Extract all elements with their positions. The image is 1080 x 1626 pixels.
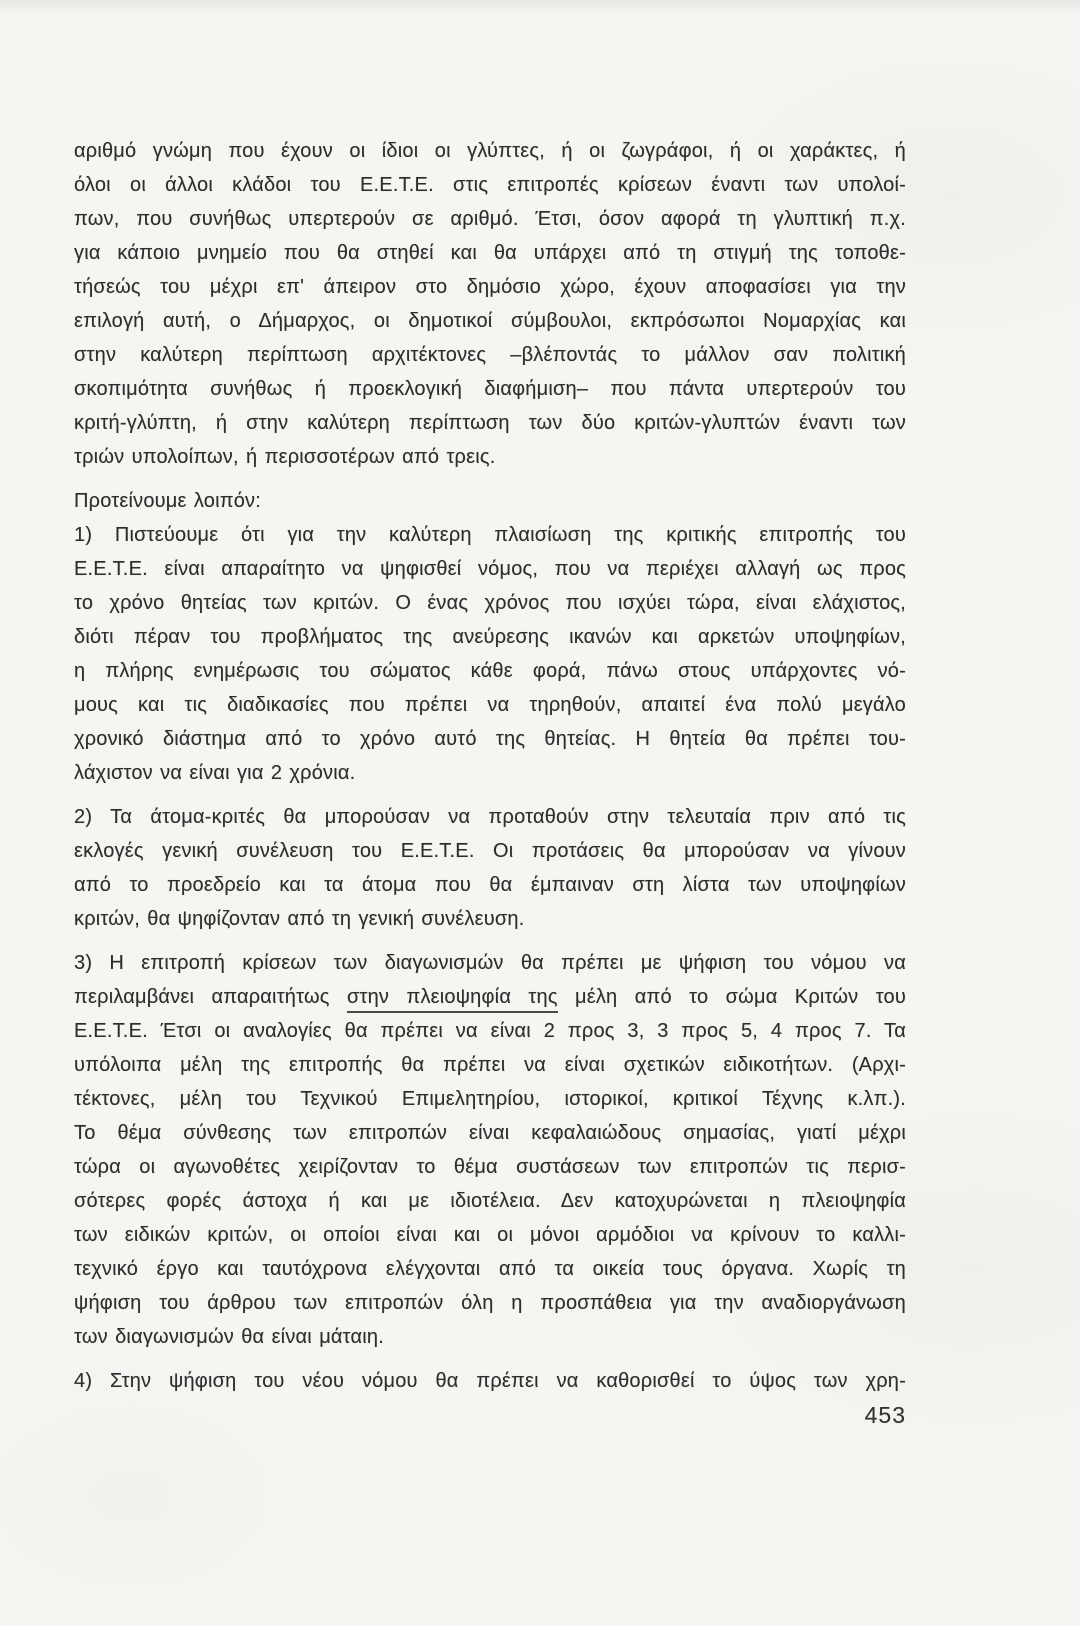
text-line: Το θέμα σύνθεσης των επιτροπών είναι κεφαλαιώδους σημασίας, γιατί μέχρι xyxy=(74,1122,906,1144)
text-line: 1) Πιστεύουμε ότι για την καλύτερη πλαισίωση της κριτικής επιτροπής του xyxy=(74,524,906,546)
text-line: στην καλύτερη περίπτωση αρχιτέκτονες –βλέποντάς το μάλλον σαν πολιτική xyxy=(74,344,906,366)
text-line: διότι πέραν του προβλήματος της ανεύρεσης ικανών και αρκετών υποψηφίων, xyxy=(74,626,906,648)
text-segment: μέλη από το σώμα Κριτών του xyxy=(557,986,906,1008)
text-line: από το προεδρείο και τα άτομα που θα έμπαιναν στη λίστα των υποψηφίων xyxy=(74,874,906,896)
text-line: η πλήρης ενημέρωσις του σώματος κάθε φορά, πάνω στους υπάρχοντες νό- xyxy=(74,660,906,682)
text-line: 4) Στην ψήφιση του νέου νόμου θα πρέπει να καθορισθεί το ύψος των χρη- xyxy=(74,1370,906,1392)
text-line: ψήφιση του άρθρου των επιτροπών όλη η προσπάθεια για την αναδιοργάνωση xyxy=(74,1292,906,1314)
text-line: 2) Τα άτομα-κριτές θα μπορούσαν να προταθούν στην τελευταία πριν από τις xyxy=(74,806,906,828)
underlined-text: στην πλειοψηφία της xyxy=(347,986,558,1013)
text-block xyxy=(74,134,906,1398)
text-line: επιλογή αυτή, ο Δήμαρχος, οι δημοτικοί σύμβουλοι, εκπρόσωποι Νομαρχίας και xyxy=(74,310,906,332)
text-line: πων, που συνήθως υπερτερούν σε αριθμό. Έτσι, όσον αφορά τη γλυπτική π.χ. xyxy=(74,208,906,230)
text-line: εκλογές γενική συνέλευση του Ε.Ε.Τ.Ε. Οι προτάσεις θα μπορούσαν να γίνουν xyxy=(74,840,906,862)
paragraph xyxy=(74,1364,906,1398)
text-segment: περιλαμβάνει απαραιτήτως xyxy=(74,986,347,1008)
text-line: χρονικό διάστημα από το χρόνο αυτό της θητείας. Η θητεία θα πρέπει του- xyxy=(74,728,906,750)
paragraph xyxy=(74,484,906,518)
paragraph xyxy=(74,946,906,1354)
paragraph xyxy=(74,134,906,474)
text-line: σότερες φορές άστοχα ή και με ιδιοτέλεια. Δεν κατοχυρώνεται η πλειοψηφία xyxy=(74,1190,906,1212)
text-line: όλοι οι άλλοι κλάδοι του Ε.Ε.Τ.Ε. στις επιτροπές κρίσεων έναντι των υπολοί- xyxy=(74,174,906,196)
text-line: τριών υπολοίπων, ή περισσοτέρων από τρεις. xyxy=(74,446,496,468)
text-line: σκοπιμότητα συνήθως ή προεκλογική διαφήμιση– που πάντα υπερτερούν του xyxy=(74,378,906,400)
paragraph xyxy=(74,518,906,790)
text-line: μους και τις διαδικασίες που πρέπει να τηρηθούν, απαιτεί ένα πολύ μεγάλο xyxy=(74,694,906,716)
text-line: υπόλοιπα μέλη της επιτροπής θα πρέπει να είναι σχετικών ειδικοτήτων. (Αρχι- xyxy=(74,1054,906,1076)
text-line: τέκτονες, μέλη του Τεχνικού Επιμελητηρίου, ιστορικοί, κριτικοί Τέχνης κ.λπ.). xyxy=(74,1088,906,1110)
text-line: λάχιστον να είναι για 2 χρόνια. xyxy=(74,762,356,784)
text-line: των διαγωνισμών θα είναι μάταιη. xyxy=(74,1326,384,1348)
text-line: Προτείνουμε λοιπόν: xyxy=(74,490,262,512)
page-number: 453 xyxy=(864,1402,906,1428)
text-line: τώρα οι αγωνοθέτες χειρίζονταν το θέμα συστάσεων των επιτροπών τις περισ- xyxy=(74,1156,906,1178)
text-line: 3) Η επιτροπή κρίσεων των διαγωνισμών θα πρέπει με ψήφιση του νόμου να xyxy=(74,952,906,974)
text-line: Ε.Ε.Τ.Ε. είναι απαραίτητο να ψηφισθεί νόμος, που να περιέχει αλλαγή ως προς xyxy=(74,558,906,580)
text-line: κριτή-γλύπτη, ή στην καλύτερη περίπτωση των δύο κριτών-γλυπτών έναντι των xyxy=(74,412,906,434)
text-line: κριτών, θα ψηφίζονταν από τη γενική συνέλευση. xyxy=(74,908,525,930)
text-line xyxy=(74,980,906,1014)
text-line: τήσεώς του μέχρι επ' άπειρον στο δημόσιο χώρο, έχουν αποφασίσει για την xyxy=(74,276,906,298)
text-line: το χρόνο θητείας των κριτών. Ο ένας χρόνος που ισχύει τώρα, είναι ελάχιστος, xyxy=(74,592,906,614)
text-line: των ειδικών κριτών, οι οποίοι είναι και οι μόνοι αρμόδιοι να κρίνουν το καλλι- xyxy=(74,1224,906,1246)
text-line: τεχνικό έργο και ταυτόχρονα ελέγχονται από τα οικεία τους όργανα. Χωρίς τη xyxy=(74,1258,906,1280)
text-line: Ε.Ε.Τ.Ε. Έτσι οι αναλογίες θα πρέπει να είναι 2 προς 3, 3 προς 5, 4 προς 7. Τα xyxy=(74,1020,906,1042)
paragraph xyxy=(74,800,906,936)
text-line: αριθμό γνώμη που έχουν οι ίδιοι οι γλύπτες, ή οι ζωγράφοι, ή οι χαράκτες, ή xyxy=(74,140,906,162)
text-line: για κάποιο μνημείο που θα στηθεί και θα υπάρχει από τη στιγμή της τοποθε- xyxy=(74,242,906,264)
